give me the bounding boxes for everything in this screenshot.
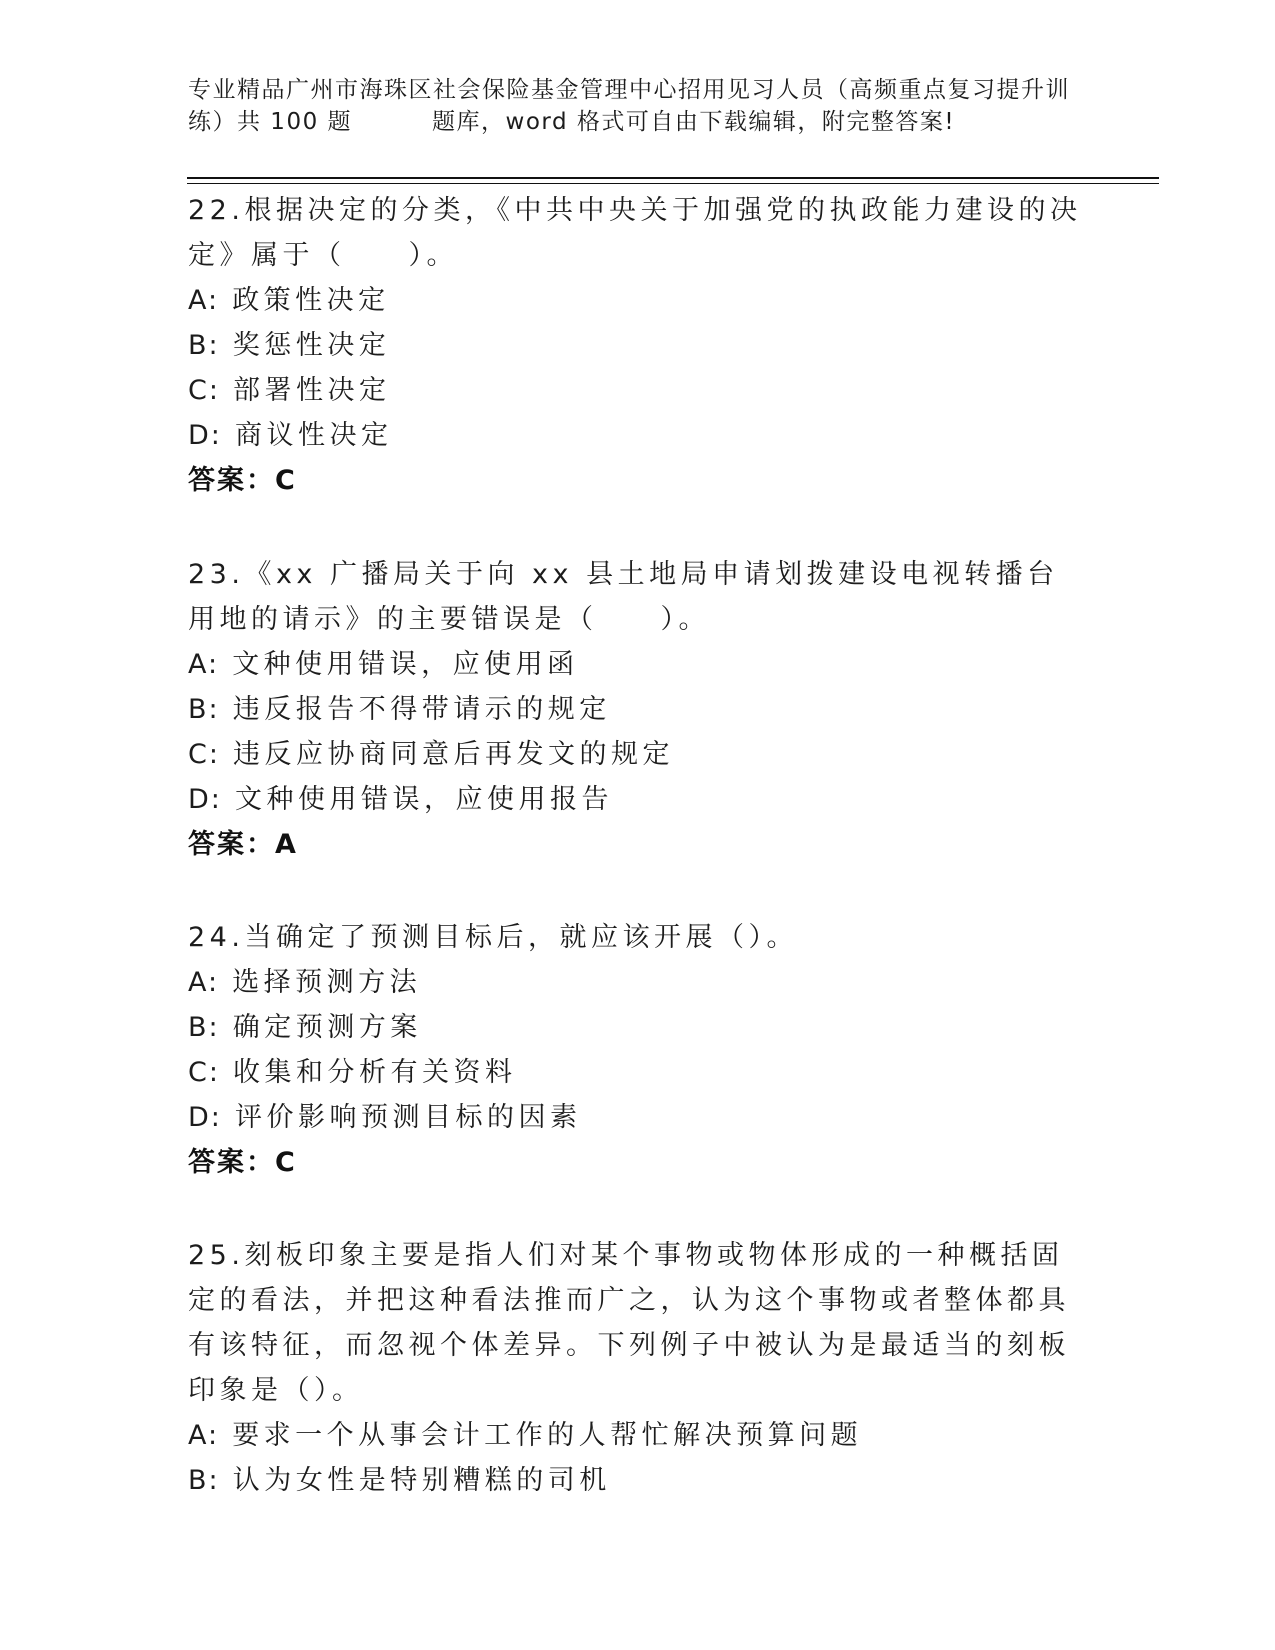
option-text: 违反报告不得带请示的规定 — [232, 694, 611, 725]
question-22 — [188, 188, 1088, 503]
answer-line: 答案：C — [188, 1147, 297, 1178]
header-title-line-1: 专业精品广州市海珠区社会保险基金管理中心招用见习人员（高频重点复习提升训 — [188, 77, 1070, 103]
header-title-line-2 — [188, 106, 1088, 138]
option-letter: D: — [188, 1102, 222, 1133]
option-letter: D: — [188, 784, 222, 815]
option-a — [188, 278, 1088, 323]
header-rule-thin — [187, 183, 1159, 184]
question-text: 25.刻板印象主要是指人们对某个事物或物体形成的一种概括固定的看法，并把这种看法推而广之，认为这个事物或者整体都具有该特征，而忽视个体差异。下列例子中被认为是最适当的刻板印象是（）。 — [188, 1240, 1070, 1406]
question-24 — [188, 915, 1088, 1185]
option-d — [188, 1095, 1088, 1140]
option-b — [188, 1458, 1088, 1503]
option-letter: C: — [188, 739, 220, 770]
option-text: 选择预测方法 — [232, 967, 422, 998]
option-letter: B: — [188, 1012, 220, 1043]
question-text: 23.《xx 广播局关于向 xx 县土地局申请划拨建设电视转播台用地的请示》的主要错误是（ ）。 — [188, 559, 1059, 635]
option-text: 政策性决定 — [232, 285, 390, 316]
option-c — [188, 732, 1088, 777]
option-b — [188, 687, 1088, 732]
option-d — [188, 413, 1088, 458]
option-b — [188, 1005, 1088, 1050]
option-text: 认为女性是特别糟糕的司机 — [232, 1465, 611, 1496]
question-23 — [188, 552, 1088, 867]
answer-line: 答案：C — [188, 465, 297, 496]
option-letter: A: — [188, 285, 220, 316]
option-c — [188, 368, 1088, 413]
header-rule-thick — [187, 177, 1159, 179]
option-letter: A: — [188, 967, 220, 998]
document-header — [188, 74, 1088, 138]
option-text: 确定预测方案 — [232, 1012, 422, 1043]
option-letter: C: — [188, 375, 220, 406]
header-download-note: 题库，word 格式可自由下载编辑，附完整答案! — [432, 109, 956, 135]
option-letter: B: — [188, 1465, 220, 1496]
option-letter: B: — [188, 694, 220, 725]
option-a — [188, 642, 1088, 687]
option-d — [188, 777, 1088, 822]
option-a — [188, 960, 1088, 1005]
option-a — [188, 1413, 1088, 1458]
option-letter: D: — [188, 420, 222, 451]
option-b — [188, 323, 1088, 368]
option-letter: A: — [188, 649, 220, 680]
option-letter: B: — [188, 330, 220, 361]
option-text: 评价影响预测目标的因素 — [234, 1102, 582, 1133]
option-text: 文种使用错误，应使用报告 — [234, 784, 613, 815]
option-letter: A: — [188, 1420, 220, 1451]
option-text: 商议性决定 — [234, 420, 393, 451]
option-c — [188, 1050, 1088, 1095]
option-text: 部署性决定 — [233, 375, 391, 406]
option-text: 文种使用错误，应使用函 — [232, 649, 579, 680]
header-question-count: 练）共 100 题 — [188, 109, 353, 135]
question-text: 22.根据决定的分类，《中共中央关于加强党的执政能力建设的决定》属于（ ）。 — [188, 195, 1082, 271]
option-text: 奖惩性决定 — [232, 330, 391, 361]
option-text: 收集和分析有关资料 — [233, 1057, 517, 1088]
option-text: 违反应协商同意后再发文的规定 — [233, 739, 675, 770]
question-25 — [188, 1233, 1088, 1503]
question-text: 24.当确定了预测目标后，就应该开展（）。 — [188, 922, 798, 953]
option-text: 要求一个从事会计工作的人帮忙解决预算问题 — [232, 1420, 863, 1451]
option-letter: C: — [188, 1057, 220, 1088]
answer-line: 答案：A — [188, 829, 298, 860]
